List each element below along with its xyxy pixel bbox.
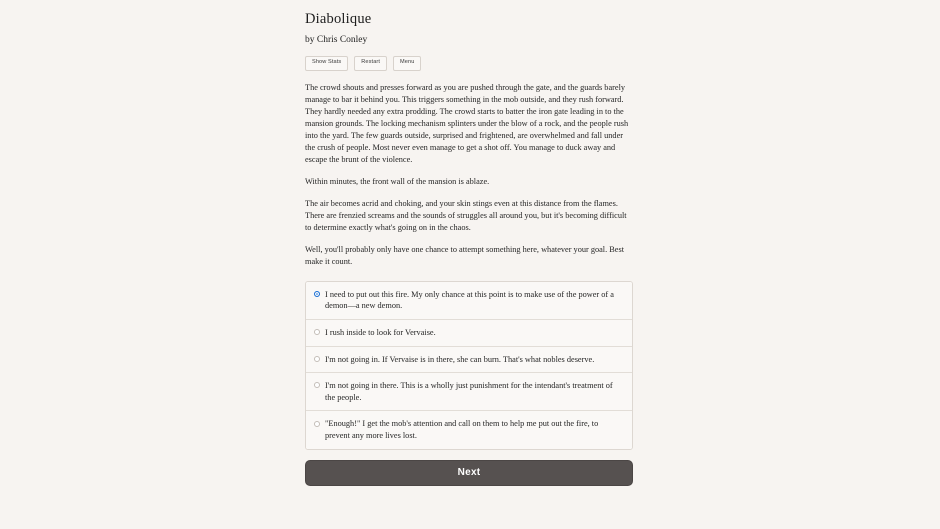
story-text	[305, 82, 633, 268]
show-stats-button[interactable]: Show Stats	[305, 56, 348, 71]
story-paragraph: The air becomes acrid and choking, and your skin stings even at this distance from the flames. There are frenzied screams and the sounds of struggles all around you, but it's becoming difficult to determine exactly what's going on in the chaos.	[305, 198, 627, 232]
choice-option[interactable]	[306, 347, 632, 374]
radio-icon[interactable]	[314, 291, 320, 297]
radio-icon[interactable]	[314, 329, 320, 335]
next-button[interactable]: Next	[305, 460, 633, 486]
story-paragraph: Within minutes, the front wall of the mansion is ablaze.	[305, 176, 490, 186]
radio-icon[interactable]	[314, 356, 320, 362]
choice-list	[305, 281, 633, 450]
radio-icon[interactable]	[314, 382, 320, 388]
restart-button[interactable]: Restart	[354, 56, 387, 71]
choice-option[interactable]	[306, 320, 632, 347]
choice-label: "Enough!" I get the mob's attention and call on them to help me put out the fire, to prevent any more lives lost.	[325, 419, 599, 441]
story-paragraph: Well, you'll probably only have one chance to attempt something here, whatever your goal. Best make it count.	[305, 244, 625, 266]
menu-button[interactable]: Menu	[393, 56, 421, 71]
choice-option[interactable]	[306, 411, 632, 448]
page-title: Diabolique	[305, 11, 372, 27]
story-page	[305, 0, 633, 486]
radio-icon[interactable]	[314, 421, 320, 427]
choice-label: I need to put out this fire. My only chance at this point is to make use of the power of a demon—a new demon.	[325, 289, 614, 311]
choice-option[interactable]	[306, 282, 632, 320]
choice-label: I'm not going in there. This is a wholly just punishment for the intendant's treatment of the people.	[325, 381, 613, 402]
choice-label: I rush inside to look for Vervaise.	[325, 328, 436, 338]
choice-option[interactable]	[306, 373, 632, 411]
author-byline: by Chris Conley	[305, 35, 368, 46]
choice-label: I'm not going in. If Vervaise is in there, she can burn. That's what nobles deserve.	[325, 354, 595, 364]
toolbar	[305, 56, 633, 71]
story-paragraph: The crowd shouts and presses forward as you are pushed through the gate, and the guards barely manage to bar it behind you. This triggers something in the mob outside, and they rush forward. They hardly needed any extra prodding. The crowd starts to batter the iron gate leading in to the mansion grounds. The locking mechanism splinters under the blow of a rock, and the people rush into the yard. The few guards outside, surprised and frightened, are overwhelmed and fall under the crush of people. Most never even manage to get a shot off. You manage to duck away and escape the brunt of the violence.	[305, 82, 629, 164]
